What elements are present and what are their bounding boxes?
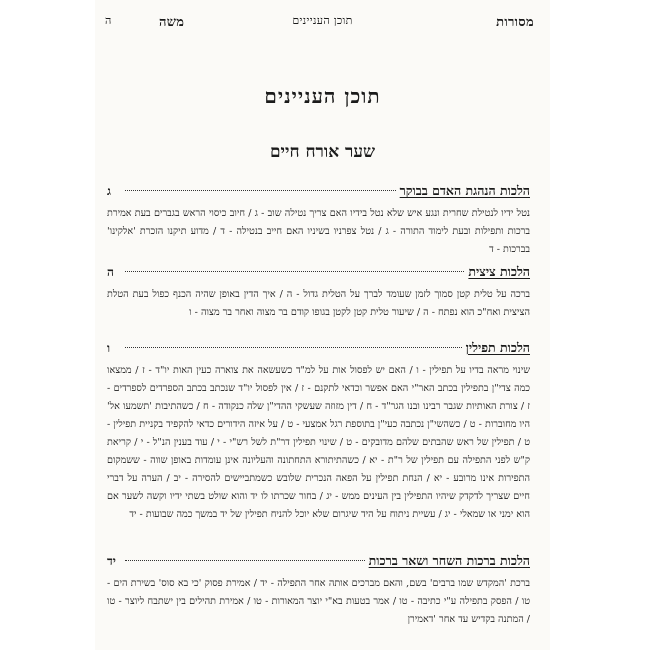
toc-section [107,553,530,629]
toc-section-heading[interactable] [107,264,530,284]
book-page [95,0,550,650]
running-head-series: מסורות [496,15,534,30]
section-title: הלכות ציצית [468,264,530,279]
section-page-number: ג [107,184,111,198]
section-entries: נטל ידיו לנטילת שחרית ונגע איש שלא נטל בידיו האם צריך נטילה שוב - ג / חיוב כיסוי הראש בגברים בעת אמירת ברכות ותפילות ובעת לימוד התורה - ג / נטל צפרניו בשיניו האם חייב בנטילה - ד / מדוע תיקנו הזכרת 'אלקינו' בברכות - ד [107,208,530,255]
toc-section-heading[interactable] [107,183,530,203]
leader-dots [125,347,462,348]
leader-dots [125,190,396,191]
page-number: ה [105,14,112,27]
section-title: הלכות תפילין [465,340,530,355]
running-head-book: משה [159,15,185,30]
section-title: הלכות ברכות השחר ושאר ברכות [368,553,530,568]
toc-section-heading[interactable] [107,340,530,360]
page-title: תוכן העניינים [264,84,381,108]
section-page-number: ו [107,341,111,355]
leader-dots [125,560,365,561]
toc-section [107,264,530,322]
toc-section [107,183,530,259]
toc-section [107,340,530,524]
section-page-number: יד [107,554,116,568]
leader-dots [125,271,464,272]
running-head [95,14,550,34]
toc-section-heading[interactable] [107,553,530,573]
section-entries: ברכת 'המקדש שמו ברבים' בשם, והאם מברכים אותה אחר התפילה - יד / אמירת פסוק 'כי בא סוס' בשירת הים - טו / הפסק בתפילה ע"י כתיבה - טו / אמר בטעות בא"י יוצר המאורות - טו / אמירת תהילים בין ישתבח ליוצר - טו / המתנה בקדיש עד אחר 'דאמירן [107,578,530,625]
section-page-number: ה [107,265,114,279]
running-head-section: תוכן העניינים [292,14,353,27]
section-entries: ברכה על טלית קטן סמוך לזמן שעומד לברך על הטלית גדול - ה / איך הדין באופן שהיה הכנף כפול בעת הטלת הציצית ואח"כ הוא נפתח - ה / שיעור טלית קטן לקטן בגופו קודם בר מצוה ואחר בר מצוה - ו [107,289,530,318]
page-subtitle: שער אורח חיים [269,142,376,162]
section-title: הלכות הנהגת האדם בבוקר [399,183,530,198]
section-entries: שינוי מראה בדיו על תפילין - ו / האם יש לפסול אות על למ"ד כשעשאה את צוארה כעין האות יו"ד - ז / ממצאו כמה צדי"ן בתפילין בכתב האר"י האם אפשר וכדאי לתקנם - ז / אין לפסול יו"ד שנכתב בכתב הספרדים לספרדים - ז / צורת האותיות שגבר רבינו ובנו הגר"ד - ח / דין מזוזה שעשקי ההדי"ן שלה כנקודה - ח / כשהתיבות 'תשמעו אל' היו מחוברות - ט / כשהשי"ן נכתבה כעי"ן בתוספת רגל אמצעי - ט / על איזה הידורים כדאי להקפיד בקניית תפילין - ט / תפילין של ראש שהבתים שלהם מדובקים - ט / שינוי תפילין דר"ת לשל רש"י - י / עוד בענין הנ"ל - י / קריאת ק"ש לפני התפילה עם תפילין של ר"ת - יא / כשהתיתורא התחתונה והעליונה אינן עומדות באופן שווה - ששמקום התפירות אינו מרובע - יא / הנחת תפילין על הפאה הנכרית שלובש כשמתביישים להסירה - יב / הערה על דברי חיים שצריך לדקדק שיהיו התפילין בין העינים ממש - יג / בחור שכרתו לו יד והוא שולט בשתי ידיו וקשה לשער אם הוא ימני או שמאלי - יג / עשיית ניתוח על היד שיגרום שלא יוכל להניח תפילין של יד במשך כמה שבועות - יד [107,365,530,520]
